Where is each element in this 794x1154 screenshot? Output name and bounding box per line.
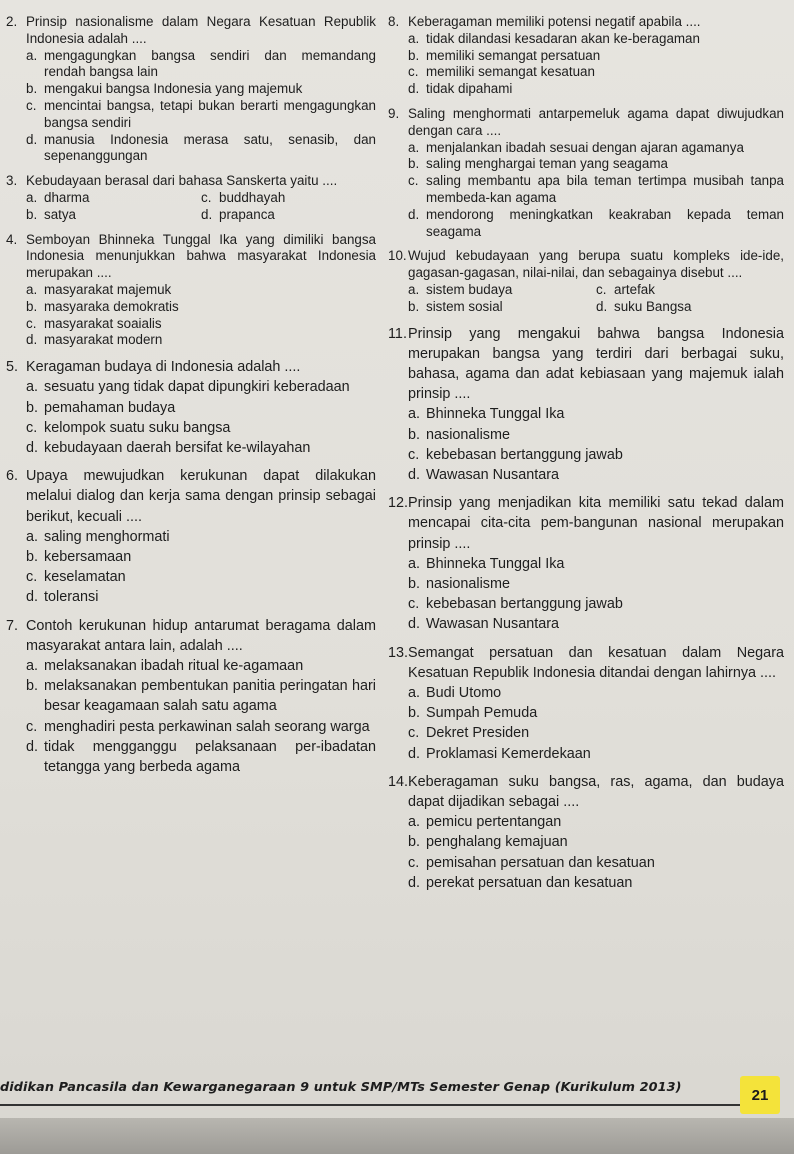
question-gap	[6, 224, 376, 232]
option-letter: a.	[26, 379, 39, 396]
option-text: menjalankan ibadah sesuai dengan ajaran agamanya	[426, 139, 744, 155]
option-text: sistem budaya	[426, 281, 513, 297]
question-number: 4.	[6, 231, 18, 247]
option-letter: a.	[408, 406, 421, 423]
option-letter: c.	[408, 173, 419, 189]
option-letter: b.	[408, 575, 421, 592]
option-text: Bhinneka Tunggal Ika	[426, 555, 565, 572]
answer-option	[26, 676, 376, 716]
option-text: saling menghormati	[44, 528, 170, 545]
question-8	[388, 14, 784, 98]
answer-option	[408, 812, 784, 832]
option-letter: d.	[26, 131, 38, 147]
question-stem: Semboyan Bhinneka Tunggal Ika yang dimiliki bangsa Indonesia menunjukkan bahwa masyarakat Indonesia merupakan ....	[26, 231, 376, 281]
option-text: Wawasan Nusantara	[426, 616, 560, 633]
question-number: 14.	[388, 773, 409, 790]
question-stem: Prinsip yang mengakui bahwa bangsa Indonesia merupakan bangsa yang terdiri dari berbagai suku, bahasa, agama dan adat kebiasaan yang majemuk ialah prinsip ....	[408, 325, 784, 403]
option-letter: d.	[596, 298, 608, 314]
question-5	[6, 357, 376, 458]
answer-option	[408, 465, 784, 485]
question-body	[408, 643, 784, 764]
option-letter: c.	[26, 718, 38, 735]
question-stem: Upaya mewujudkan kerukunan dapat dilakukan melalui dialog dan kerja sama dengan prinsip sebagai berikut, kecuali ....	[26, 468, 376, 525]
option-text: masyaraka demokratis	[44, 298, 179, 314]
question-body	[408, 324, 784, 486]
answer-option	[26, 656, 376, 676]
question-body	[26, 616, 376, 778]
page-edge-shadow	[0, 1118, 794, 1154]
option-text: saling menghargai teman yang seagama	[426, 156, 668, 172]
option-text: tidak dilandasi kesadaran akan ke-beragaman	[426, 30, 700, 46]
question-body	[26, 173, 376, 223]
answer-option	[26, 567, 376, 587]
option-letter: c.	[596, 281, 607, 297]
option-text: tidak mengganggu pelaksanaan per-ibadatan tetangga yang berbeda agama	[44, 738, 376, 775]
page-footer	[0, 1074, 794, 1116]
option-letter: a.	[26, 189, 38, 205]
option-letter: a.	[408, 555, 421, 572]
question-stem: Contoh kerukunan hidup antarumat beragama dalam masyarakat antara lain, adalah ....	[26, 617, 376, 654]
option-letter: c.	[408, 596, 420, 613]
option-letter: a.	[408, 281, 420, 297]
option-letter: d.	[408, 874, 421, 891]
answer-option	[408, 48, 784, 65]
option-letter: b.	[26, 678, 39, 695]
option-text: nasionalisme	[426, 426, 510, 443]
option-letter: a.	[26, 281, 38, 297]
option-text: mendorong meningkatkan keakraban kepada teman seagama	[426, 206, 784, 239]
answer-option	[201, 207, 376, 224]
answer-option	[26, 398, 376, 418]
option-text: melaksanakan pembentukan panitia peringatan hari besar keagamaan salah satu agama	[44, 678, 376, 715]
footer-book-title: didikan Pancasila dan Kewarganegaraan 9 untuk SMP/MTs Semester Genap (Kurikulum 2013)	[0, 1080, 682, 1095]
question-gap	[388, 485, 784, 493]
option-text: masyarakat majemuk	[44, 281, 172, 297]
answer-option	[408, 873, 784, 893]
option-text: Bhinneka Tunggal Ika	[426, 406, 565, 423]
question-body	[408, 14, 784, 98]
question-gap	[6, 608, 376, 616]
question-stem: Keragaman budaya di Indonesia adalah ....	[26, 359, 301, 376]
question-number: 7.	[6, 617, 19, 634]
option-text: pemahaman budaya	[44, 399, 176, 416]
option-text: Wawasan Nusantara	[426, 466, 560, 483]
answer-option	[408, 140, 784, 157]
question-stem: Keberagaman suku bangsa, ras, agama, dan budaya dapat dijadikan sebagai ....	[408, 773, 784, 811]
question-number: 2.	[6, 14, 18, 29]
answer-option	[408, 445, 784, 465]
answer-option	[26, 282, 376, 299]
option-letter: c.	[26, 419, 38, 436]
option-letter: c.	[408, 854, 420, 871]
question-number: 5.	[6, 359, 19, 376]
option-letter: d.	[26, 332, 38, 348]
question-number: 9.	[388, 105, 400, 121]
option-letter: a.	[408, 685, 421, 701]
question-stem: Kebudayaan berasal dari bahasa Sanskerta yaitu ....	[26, 173, 338, 189]
option-letter: c.	[201, 189, 212, 205]
option-letter: d.	[26, 589, 39, 606]
option-letter: a.	[408, 139, 420, 155]
question-stem: Prinsip nasionalisme dalam Negara Kesatuan Republik Indonesia adalah ....	[26, 14, 376, 46]
question-stem: Saling menghormati antarpemeluk agama dapat diwujudkan dengan cara ....	[408, 105, 784, 138]
option-text: kebebasan bertanggung jawab	[426, 596, 623, 613]
question-13	[388, 643, 784, 764]
answer-option	[408, 594, 784, 614]
option-text: sistem sosial	[426, 298, 503, 314]
option-letter: b.	[26, 298, 38, 314]
option-letter: c.	[26, 97, 37, 113]
option-letter: d.	[26, 439, 39, 456]
option-text: keselamatan	[44, 569, 126, 586]
option-text: tidak dipahami	[426, 81, 513, 97]
option-text: suku Bangsa	[614, 298, 692, 314]
option-text: mengakui bangsa Indonesia yang majemuk	[44, 81, 303, 97]
answer-option-row	[408, 299, 784, 316]
answer-option	[26, 418, 376, 438]
option-letter: d.	[408, 616, 421, 633]
option-letter: d.	[26, 738, 39, 755]
question-stem: Wujud kebudayaan yang berupa suatu kompleks ide-ide, gagasan-gagasan, nilai-nilai, dan sebagainya disebut ....	[408, 248, 784, 281]
option-letter: a.	[408, 30, 420, 46]
answer-option	[26, 587, 376, 607]
option-letter: a.	[26, 47, 38, 63]
option-letter: a.	[26, 657, 39, 674]
question-gap	[388, 316, 784, 324]
question-body	[408, 248, 784, 315]
option-text: prapanca	[219, 206, 275, 222]
answer-option	[26, 316, 376, 333]
option-text: buddhayah	[219, 189, 286, 205]
question-body	[26, 357, 376, 458]
option-text: manusia Indonesia merasa satu, senasib, dan sepenanggungan	[44, 131, 376, 164]
answer-option	[408, 683, 784, 703]
answer-option	[26, 98, 376, 132]
answer-option	[26, 81, 376, 98]
answer-option	[408, 425, 784, 445]
option-text: kebersamaan	[44, 548, 132, 565]
answer-option	[26, 737, 376, 777]
answer-option	[408, 81, 784, 98]
question-gap	[6, 458, 376, 466]
answer-option	[408, 299, 596, 316]
option-text: Budi Utomo	[426, 685, 502, 701]
question-body	[26, 466, 376, 607]
option-text: saling membantu apa bila teman tertimpa musibah tanpa membeda-kan agama	[426, 173, 784, 205]
question-gap	[388, 240, 784, 248]
question-body	[408, 106, 784, 240]
answer-option	[408, 853, 784, 873]
answer-option	[408, 64, 784, 81]
question-number: 12.	[388, 495, 409, 512]
answer-option	[408, 723, 784, 743]
answer-option-row	[26, 190, 376, 207]
answer-option	[408, 574, 784, 594]
option-letter: b.	[408, 426, 421, 443]
answer-option-row	[26, 207, 376, 224]
question-2	[6, 14, 376, 165]
option-letter: b.	[408, 298, 420, 314]
answer-option	[408, 744, 784, 764]
option-text: penghalang kemajuan	[426, 834, 568, 851]
option-letter: b.	[26, 548, 39, 565]
question-12	[388, 493, 784, 634]
question-number: 11.	[388, 325, 407, 342]
option-letter: d.	[408, 81, 420, 97]
answer-option	[26, 299, 376, 316]
option-letter: b.	[408, 705, 421, 722]
option-text: masyarakat modern	[44, 332, 163, 348]
question-7	[6, 616, 376, 778]
option-text: memiliki semangat kesatuan	[426, 64, 595, 80]
option-text: menghadiri pesta perkawinan salah seorang warga	[44, 718, 370, 735]
answer-option	[408, 173, 784, 207]
option-text: pemicu pertentangan	[426, 814, 562, 831]
answer-option	[26, 48, 376, 82]
option-letter: d.	[201, 206, 213, 222]
page-number-badge: 21	[740, 1076, 780, 1114]
option-letter: c.	[408, 725, 420, 742]
option-text: kebebasan bertanggung jawab	[426, 446, 623, 463]
left-column	[6, 14, 376, 785]
answer-option	[26, 132, 376, 166]
option-text: kebudayaan daerah bersifat ke-wilayahan	[44, 439, 311, 456]
option-letter: b.	[26, 81, 38, 97]
answer-option	[26, 207, 201, 224]
answer-option	[408, 832, 784, 852]
option-letter: b.	[408, 156, 420, 172]
answer-option-row	[408, 282, 784, 299]
option-text: dharma	[44, 189, 90, 205]
question-number: 10.	[388, 248, 407, 264]
question-number: 13.	[388, 644, 409, 661]
option-text: mencintai bangsa, tetapi bukan berarti mengagungkan bangsa sendiri	[44, 97, 376, 130]
question-body	[26, 232, 376, 350]
question-10	[388, 248, 784, 315]
question-gap	[388, 635, 784, 643]
question-gap	[388, 764, 784, 772]
answer-option	[408, 703, 784, 723]
option-letter: d.	[408, 745, 421, 762]
question-gap	[6, 165, 376, 173]
option-letter: c.	[408, 64, 419, 80]
option-text: masyarakat soaialis	[44, 315, 162, 331]
answer-option	[201, 190, 376, 207]
question-stem: Keberagaman memiliki potensi negatif apabila ....	[408, 14, 701, 29]
option-text: Sumpah Pemuda	[426, 705, 538, 722]
answer-option	[596, 299, 784, 316]
option-text: mengagungkan bangsa sendiri dan memandang rendah bangsa lain	[44, 47, 376, 80]
answer-option	[408, 404, 784, 424]
question-body	[408, 493, 784, 634]
answer-option	[408, 554, 784, 574]
question-gap	[388, 98, 784, 106]
option-text: satya	[44, 206, 77, 222]
answer-option	[408, 614, 784, 634]
question-stem: Semangat persatuan dan kesatuan dalam Negara Kesatuan Republik Indonesia ditandai dengan lahirnya ....	[408, 644, 784, 681]
question-body	[408, 772, 784, 893]
answer-option	[26, 332, 376, 349]
question-11	[388, 324, 784, 486]
right-column	[388, 14, 784, 901]
question-gap	[388, 893, 784, 901]
option-text: artefak	[614, 281, 655, 297]
answer-option	[26, 717, 376, 737]
answer-option	[408, 282, 596, 299]
question-4	[6, 232, 376, 350]
answer-option	[26, 547, 376, 567]
option-letter: b.	[408, 47, 420, 63]
question-gap	[6, 349, 376, 357]
option-letter: a.	[408, 814, 421, 831]
option-letter: b.	[26, 206, 38, 222]
option-letter: a.	[26, 528, 39, 545]
option-text: melaksanakan ibadah ritual ke-agamaan	[44, 657, 304, 674]
answer-option	[26, 377, 376, 397]
question-14	[388, 772, 784, 893]
option-letter: d.	[408, 206, 420, 222]
option-letter: c.	[26, 315, 37, 331]
option-text: memiliki semangat persatuan	[426, 47, 601, 63]
option-text: Proklamasi Kemerdekaan	[426, 745, 591, 762]
answer-option	[408, 156, 784, 173]
question-gap	[6, 777, 376, 785]
answer-option	[408, 31, 784, 48]
option-letter: c.	[26, 569, 38, 586]
option-letter: b.	[26, 399, 39, 416]
question-number: 8.	[388, 14, 400, 29]
option-text: perekat persatuan dan kesatuan	[426, 874, 633, 891]
option-text: toleransi	[44, 589, 99, 606]
answer-option	[26, 190, 201, 207]
answer-option	[26, 438, 376, 458]
footer-rule	[0, 1104, 740, 1106]
answer-option	[26, 527, 376, 547]
option-text: Dekret Presiden	[426, 725, 530, 742]
question-stem: Prinsip yang menjadikan kita memiliki satu tekad dalam mencapai cita-cita pem-bangunan nasional merupakan prinsip ....	[408, 495, 784, 552]
question-6	[6, 466, 376, 607]
option-text: sesuatu yang tidak dapat dipungkiri keberadaan	[44, 379, 350, 396]
question-number: 6.	[6, 468, 19, 485]
option-text: pemisahan persatuan dan kesatuan	[426, 854, 655, 871]
option-letter: d.	[408, 466, 421, 483]
option-letter: b.	[408, 834, 421, 851]
question-body	[26, 14, 376, 165]
option-text: kelompok suatu suku bangsa	[44, 419, 231, 436]
question-3	[6, 173, 376, 223]
option-letter: c.	[408, 446, 420, 463]
option-text: nasionalisme	[426, 575, 510, 592]
question-9	[388, 106, 784, 240]
answer-option	[596, 282, 784, 299]
answer-option	[408, 207, 784, 241]
question-number: 3.	[6, 173, 18, 189]
